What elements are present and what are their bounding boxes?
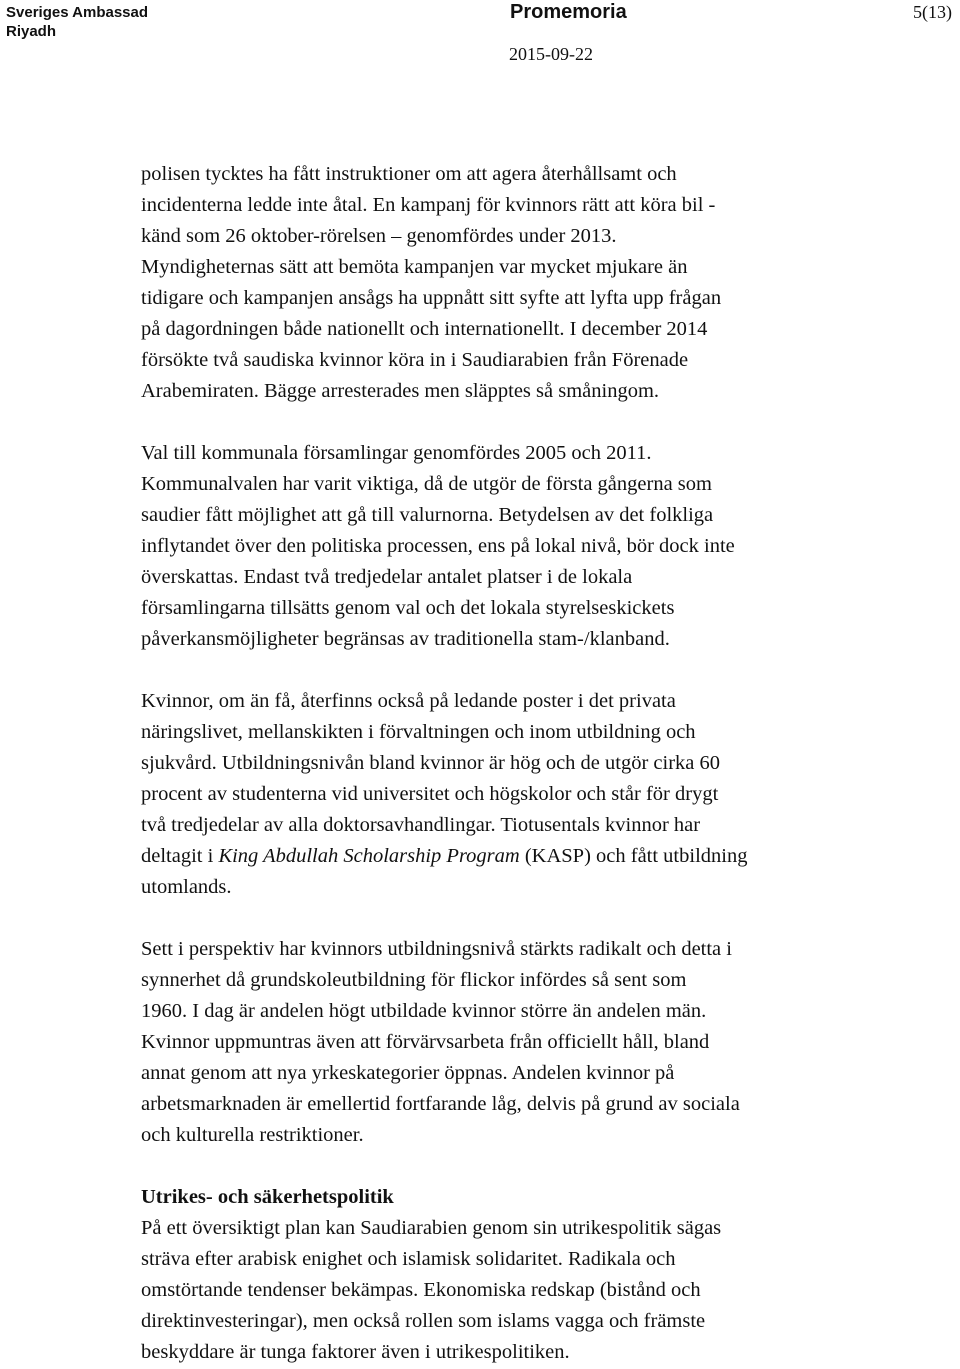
text-line: utomlands. [141, 876, 232, 898]
org-name: Sveriges Ambassad [6, 4, 149, 21]
text-line: Kvinnor, om än få, återfinns också på ledande poster i det privata [141, 690, 676, 712]
text-line: överskattas. Endast två tredjedelar antalet platser i de lokala [141, 566, 633, 588]
text-line: församlingarna tillsätts genom val och det lokala styrelseskickets [141, 597, 675, 619]
page-number: 5(13) [913, 2, 952, 22]
text-line: polisen tycktes ha fått instruktioner om att agera återhållsamt och [141, 163, 677, 185]
text-line: inflytandet över den politiska processen, ens på lokal nivå, bör dock inte [141, 535, 735, 557]
text-fragment: deltagit i [141, 845, 219, 867]
text-line: synnerhet då grundskoleutbildning för flickor infördes så sent som [141, 969, 687, 991]
text-line [141, 841, 849, 872]
text-line: Kvinnor uppmuntras även att förvärvsarbeta från officiellt håll, bland [141, 1031, 710, 1053]
document-date: 2015-09-22 [509, 44, 593, 64]
document-body [141, 159, 849, 1368]
text-line: omstörtande tendenser bekämpas. Ekonomiska redskap (bistånd och [141, 1279, 701, 1301]
text-line: försökte två saudiska kvinnor köra in i Saudiarabien från Förenade [141, 349, 689, 371]
paragraph-education-level [141, 934, 849, 1151]
text-line: beskyddare är tunga faktorer även i utrikespolitiken. [141, 1341, 570, 1363]
org-location: Riyadh [6, 23, 57, 40]
text-line: På ett översiktigt plan kan Saudiarabien genom sin utrikespolitik sägas [141, 1217, 722, 1239]
paragraph-driving-campaign [141, 159, 849, 407]
text-line: Kommunalvalen har varit viktiga, då de utgör de första gångerna som [141, 473, 712, 495]
section-heading: Utrikes- och säkerhetspolitik [141, 1186, 394, 1208]
page-header [0, 0, 960, 70]
text-line: näringslivet, mellanskikten i förvaltningen och inom utbildning och [141, 721, 696, 743]
paragraph-municipal-elections [141, 438, 849, 655]
text-line: tidigare och kampanjen ansågs ha uppnått sitt syfte att lyfta upp frågan [141, 287, 722, 309]
text-line: annat genom att nya yrkeskategorier öppnas. Andelen kvinnor på [141, 1062, 675, 1084]
text-line: saudier fått möjlighet att gå till valurnorna. Betydelsen av det folkliga [141, 504, 714, 526]
text-line: och kulturella restriktioner. [141, 1124, 364, 1146]
text-line: sjukvård. Utbildningsnivån bland kvinnor är hög och de utgör cirka 60 [141, 752, 721, 774]
text-line: Sett i perspektiv har kvinnors utbildningsnivå stärkts radikalt och detta i [141, 938, 732, 960]
program-name: King Abdullah Scholarship Program [218, 845, 520, 867]
text-line: Arabemiraten. Bägge arresterades men släpptes så småningom. [141, 380, 660, 402]
paragraph-women-in-workforce [141, 686, 849, 903]
text-line: sträva efter arabisk enighet och islamisk solidaritet. Radikala och [141, 1248, 676, 1270]
text-fragment: (KASP) och fått utbildning [519, 845, 748, 867]
document-type: Promemoria [510, 1, 627, 23]
text-line: Myndigheternas sätt att bemöta kampanjen var mycket mjukare än [141, 256, 688, 278]
text-line: på dagordningen både nationellt och internationellt. I december 2014 [141, 318, 708, 340]
text-line: Val till kommunala församlingar genomfördes 2005 och 2011. [141, 442, 652, 464]
text-line: känd som 26 oktober-rörelsen – genomfördes under 2013. [141, 225, 617, 247]
text-line: 1960. I dag är andelen högt utbildade kvinnor större än andelen män. [141, 1000, 707, 1022]
text-line: två tredjedelar av alla doktorsavhandlingar. Tiotusentals kvinnor har [141, 814, 701, 836]
text-line: procent av studenterna vid universitet och högskolor och står för drygt [141, 783, 719, 805]
text-line: påverkansmöjligheter begränsas av traditionella stam-/klanband. [141, 628, 670, 650]
text-line: incidenterna ledde inte åtal. En kampanj för kvinnors rätt att köra bil - [141, 194, 716, 216]
text-line: arbetsmarknaden är emellertid fortfarande låg, delvis på grund av sociala [141, 1093, 740, 1115]
text-line: direktinvesteringar), men också rollen som islams vagga och främste [141, 1310, 706, 1332]
sender-organization [6, 3, 148, 41]
paragraph-foreign-policy [141, 1213, 849, 1368]
